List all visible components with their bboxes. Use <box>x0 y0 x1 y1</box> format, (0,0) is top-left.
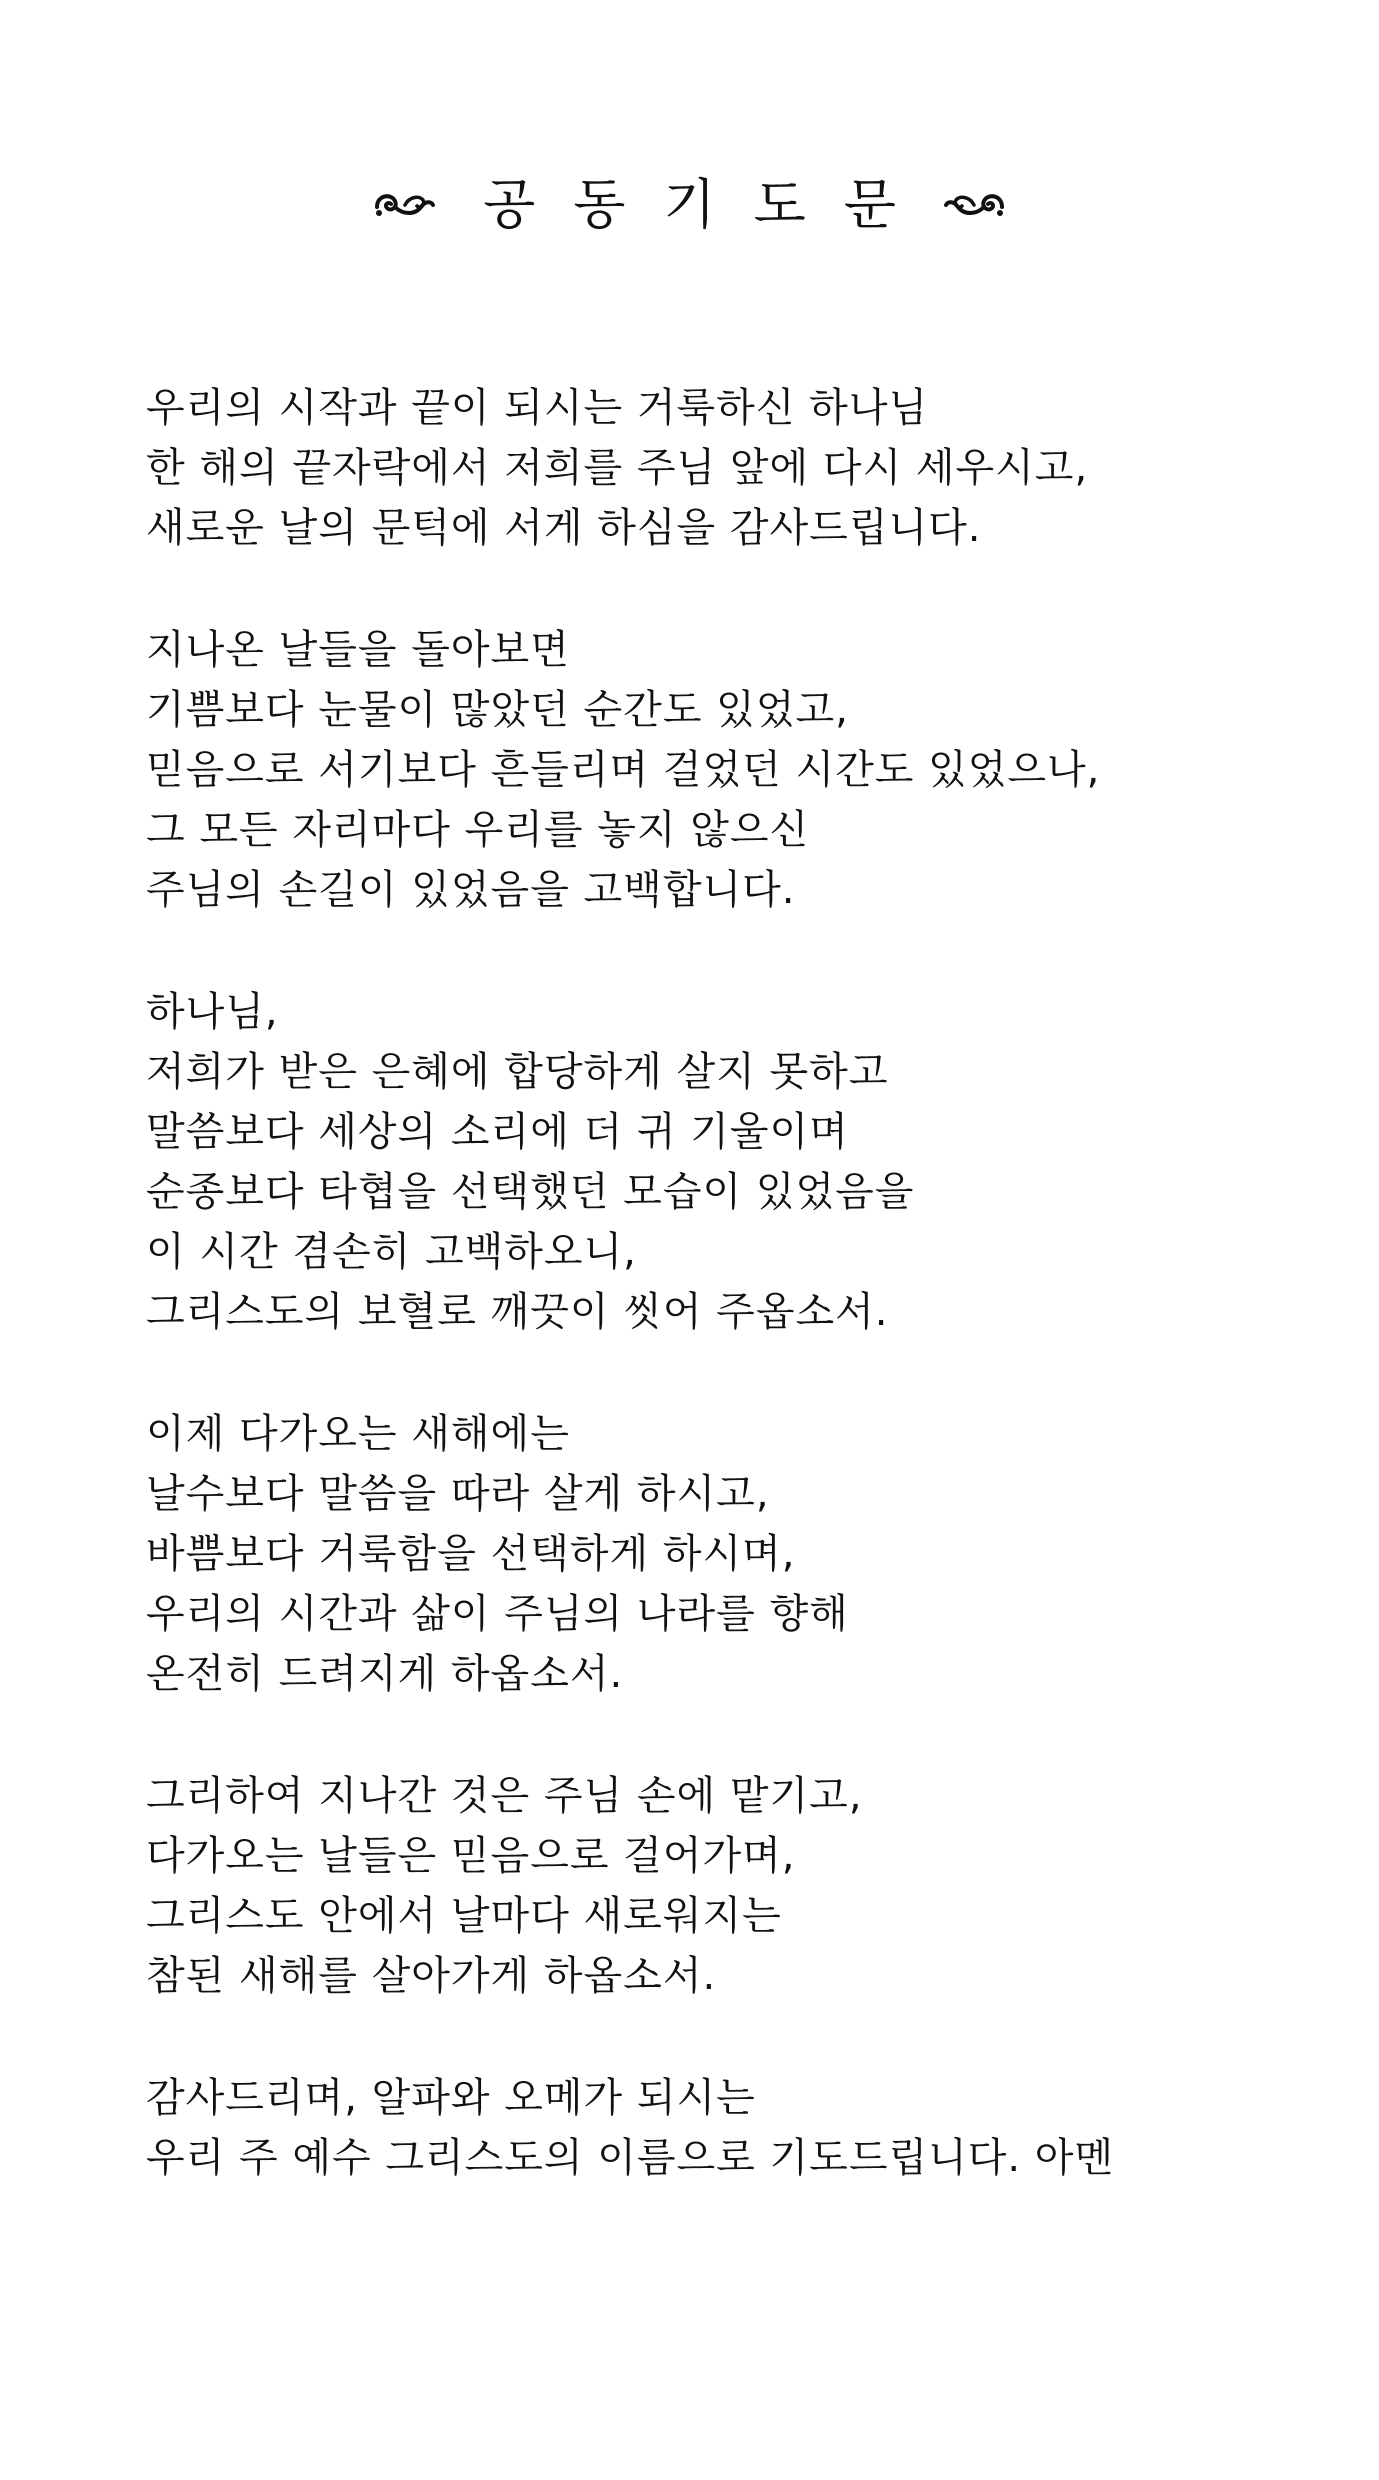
stanza <box>146 378 1346 558</box>
prayer-line: 말씀보다 세상의 소리에 더 귀 기울이며 <box>146 1109 849 1155</box>
prayer-line: 우리의 시간과 삶이 주님의 나라를 향해 <box>146 1591 849 1637</box>
prayer-line: 우리의 시작과 끝이 되시는 거룩하신 하나님 <box>146 385 929 431</box>
prayer-line: 그리스도의 보혈로 깨끗이 씻어 주옵소서. <box>146 1289 889 1335</box>
prayer-line: 이제 다가오는 새해에는 <box>146 1411 570 1457</box>
prayer-line: 이 시간 겸손히 고백하오니, <box>146 1229 637 1275</box>
prayer-line: 주님의 손길이 있었음을 고백합니다. <box>146 867 796 913</box>
prayer-line: 저희가 받은 은혜에 합당하게 살지 못하고 <box>146 1049 889 1095</box>
prayer-line: 참된 새해를 살아가게 하옵소서. <box>146 1953 717 1999</box>
prayer-line: 하나님, <box>146 989 279 1035</box>
page-title: 공동기도문 <box>483 173 934 236</box>
prayer-line: 그리스도 안에서 날마다 새로워지는 <box>146 1893 782 1939</box>
prayer-line: 다가오는 날들은 믿음으로 걸어가며, <box>146 1833 796 1879</box>
prayer-line: 바쁨보다 거룩함을 선택하게 하시며, <box>146 1531 796 1577</box>
stanza <box>146 2068 1346 2188</box>
fleuron-right-icon <box>942 185 1008 225</box>
stanza <box>146 620 1346 920</box>
fleuron-left-icon <box>371 185 437 225</box>
prayer-line: 날수보다 말씀을 따라 살게 하시고, <box>146 1471 770 1517</box>
prayer-line: 우리 주 예수 그리스도의 이름으로 기도드립니다. 아멘 <box>146 2135 1115 2181</box>
stanza <box>146 1766 1346 2006</box>
prayer-line: 새로운 날의 문턱에 서게 하심을 감사드립니다. <box>146 505 982 551</box>
prayer-line: 그리하여 지나간 것은 주님 손에 맡기고, <box>146 1773 863 1819</box>
prayer-line: 믿음으로 서기보다 흔들리며 걸었던 시간도 있었으나, <box>146 747 1101 793</box>
title-row <box>0 160 1379 250</box>
prayer-line: 기쁨보다 눈물이 많았던 순간도 있었고, <box>146 687 849 733</box>
prayer-line: 한 해의 끝자락에서 저희를 주님 앞에 다시 세우시고, <box>146 445 1089 491</box>
prayer-line: 순종보다 타협을 선택했던 모습이 있었음을 <box>146 1169 915 1215</box>
prayer-line: 지나온 날들을 돌아보면 <box>146 627 570 673</box>
stanza <box>146 1404 1346 1704</box>
prayer-line: 그 모든 자리마다 우리를 놓지 않으신 <box>146 807 810 853</box>
stanza <box>146 982 1346 1342</box>
prayer-line: 감사드리며, 알파와 오메가 되시는 <box>146 2075 756 2121</box>
prayer-body <box>146 378 1346 2250</box>
prayer-line: 온전히 드려지게 하옵소서. <box>146 1651 624 1697</box>
